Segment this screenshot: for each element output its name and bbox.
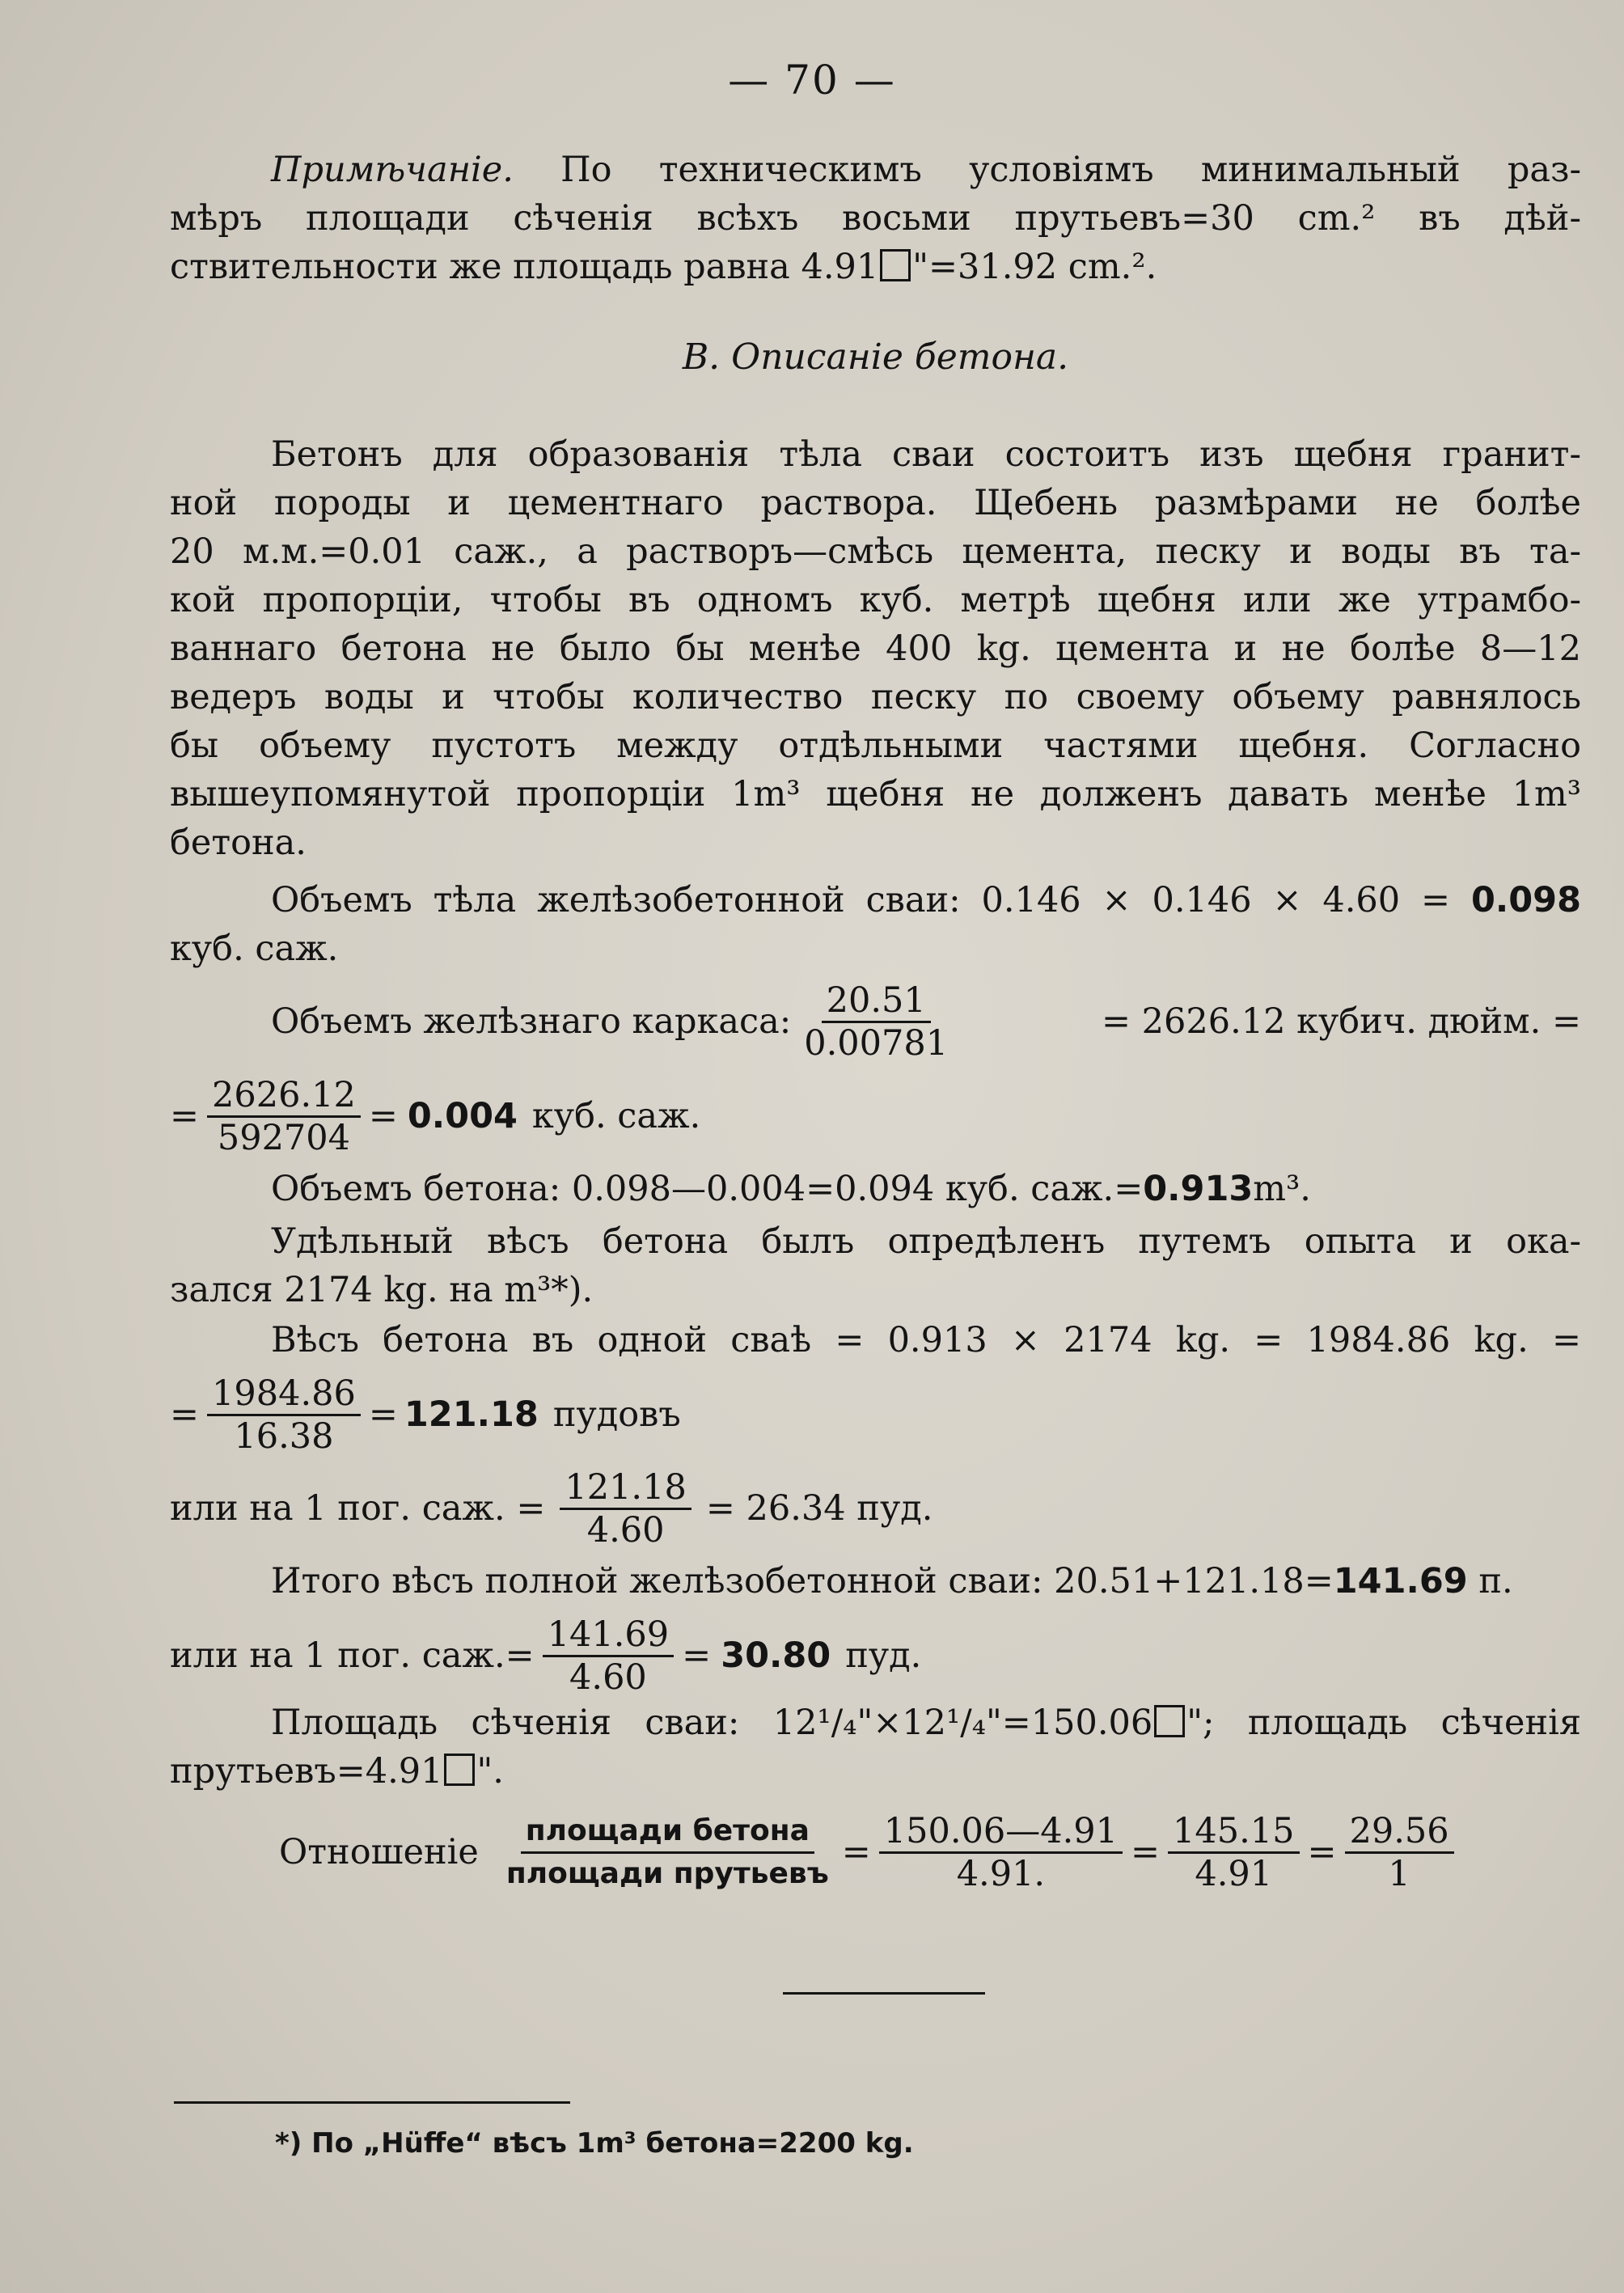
total-per-sazhen-unit: пуд. [845, 1635, 922, 1676]
pile-weight [170, 1316, 1581, 1364]
concrete-volume-result: 0.913 [1143, 1169, 1254, 1209]
per-sazhen-fraction [543, 1616, 674, 1696]
pile-weight-result: 121.18 [404, 1394, 539, 1435]
pile-weight-row-2 [170, 1373, 1581, 1457]
fraction-denominator: 4.60 [586, 1509, 665, 1551]
para1-last-line: бетона. [170, 823, 307, 863]
note-line-1 [170, 146, 1581, 194]
frame-volume-label: Объемъ желѣзнаго каркаса: [271, 1001, 792, 1042]
fraction-denominator: 4.91. [956, 1853, 1046, 1894]
total-weight-unit: п. [1478, 1561, 1513, 1601]
concrete-volume-unit: m³. [1253, 1169, 1311, 1209]
fraction-denominator: 4.91 [1195, 1853, 1273, 1894]
equals-sign: = [1307, 1832, 1337, 1872]
specific-weight-line-2: зался 2174 kg. на m³*). [170, 1270, 594, 1310]
equals-sign: = [368, 1394, 398, 1435]
pile-weight-line-1: Вѣсъ бетона въ одной сваѣ = 0.913 × 2174 kg. = 1984.86 kg. = [271, 1320, 1581, 1360]
areas-line-2-a: прутьевъ=4.91 [170, 1751, 443, 1792]
fraction-denominator: 1 [1388, 1853, 1410, 1894]
fraction-numerator: 141.69 [543, 1616, 674, 1657]
frame-volume-fraction-2 [207, 1074, 361, 1158]
section-separator [783, 1992, 985, 1995]
fraction-denominator: 16.38 [234, 1415, 334, 1457]
ratio-fraction-diff [1168, 1810, 1299, 1894]
areas-line-1-a: Площадь сѣченія сваи: 12¹/₄"×12¹/₄"=150.06 [271, 1703, 1153, 1743]
ratio-fraction-words [501, 1813, 834, 1893]
areas-line-1-b: "; площадь сѣченія [1186, 1703, 1581, 1743]
square-symbol-icon [444, 1754, 475, 1786]
areas-line-1-wrap [271, 1703, 1581, 1743]
per-sazhen-result: = 26.34 пуд. [705, 1488, 933, 1529]
total-weight-text: Итого вѣсъ полной желѣзобетонной сваи: 20.51+121.18= [271, 1561, 1334, 1601]
note-line-3-a: ствительности же площадь равна 4.91 [170, 247, 879, 287]
section-heading: B. Описаніе бетона. [682, 336, 1069, 378]
equals-sign: = [368, 1096, 398, 1136]
pile-volume-text: Объемъ тѣла желѣзобетонной сваи: 0.146 × 0.146 × 4.60 = [271, 880, 1471, 920]
total-weight-result: 141.69 [1333, 1561, 1468, 1601]
fraction-denominator: площади прутьевъ [505, 1856, 829, 1890]
concrete-description [170, 430, 1581, 867]
areas-line-2-b: ". [476, 1751, 504, 1792]
ratio-row [170, 1810, 1581, 1894]
fraction-numerator: 121.18 [560, 1469, 691, 1510]
pile-weight-unit: пудовъ [552, 1394, 681, 1435]
concrete-volume [170, 1165, 1581, 1213]
frame-volume-unit: куб. саж. [531, 1096, 701, 1136]
fraction-numerator: 29.56 [1345, 1813, 1454, 1854]
ratio-label: Отношеніе [279, 1832, 479, 1872]
para1-line: бы объему пустотъ между отдѣльными частями щебня. Согласно [170, 726, 1581, 766]
note-line-3-b: "=31.92 cm.². [912, 247, 1157, 287]
pile-volume [170, 876, 1581, 973]
concrete-volume-text: Объемъ бетона: 0.098—0.004=0.094 куб. саж.= [271, 1169, 1144, 1209]
footnote: *) По „Hüffe“ вѣсъ 1m³ бетона=2200 kg. [275, 2127, 914, 2160]
footnote-rule [174, 2101, 570, 2104]
pile-volume-result: 0.098 [1470, 880, 1581, 920]
fraction-numerator: 145.15 [1168, 1813, 1299, 1854]
fraction-numerator: площади бетона [521, 1813, 814, 1854]
areas-line-1 [170, 1699, 1581, 1747]
para1-line: вышеупомянутой пропорціи 1m³ щебня не долженъ давать менѣе 1m³ [170, 774, 1581, 814]
page-number: — 70 — [728, 57, 896, 104]
note-line-3 [170, 243, 1581, 291]
pile-volume-line [170, 876, 1581, 924]
areas-line-2 [170, 1747, 1581, 1796]
fraction-denominator: 4.60 [569, 1656, 647, 1698]
note-text-1: По техническимъ условіямъ минимальный раз- [513, 150, 1581, 190]
para1-line: ной породы и цементнаго раствора. Щебень размѣрами не болѣе [170, 483, 1581, 523]
weight-per-sazhen-row [170, 1466, 1581, 1551]
para1-line: кой пропорціи, чтобы въ одномъ куб. метрѣ щебня или же утрамбо- [170, 580, 1581, 620]
total-per-sazhen-row [170, 1614, 1581, 1698]
equals-sign: = [682, 1635, 712, 1676]
fraction-numerator: 150.06—4.91 [879, 1813, 1123, 1854]
para1-line: Бетонъ для образованія тѣла сваи состоитъ изъ щебня гранит- [271, 434, 1581, 475]
para1-line: 20 м.м.=0.01 саж., а растворъ—смѣсь цемента, песку и воды въ та- [170, 531, 1581, 572]
pile-volume-unit: куб. саж. [170, 929, 339, 969]
specific-weight [170, 1217, 1581, 1314]
per-sazhen-fraction [560, 1466, 691, 1551]
para1-line: ведеръ воды и чтобы количество песку по своему объему равнялось [170, 677, 1581, 717]
equals-sign: = [1131, 1832, 1161, 1872]
fraction-denominator: 0.00781 [804, 1022, 949, 1064]
per-sazhen-label: или на 1 пог. саж. = [170, 1488, 546, 1529]
ratio-fraction-values [879, 1810, 1123, 1894]
frame-volume-row [170, 979, 1581, 1064]
fraction-denominator: 592704 [217, 1117, 351, 1158]
total-per-sazhen-result: 30.80 [721, 1635, 831, 1676]
total-weight [170, 1557, 1581, 1606]
equals-sign: = [170, 1394, 200, 1435]
fraction-numerator: 20.51 [822, 982, 931, 1023]
note-line-2: мѣръ площади сѣченія всѣхъ восьми прутьевъ=30 cm.² въ дѣй- [170, 198, 1581, 239]
square-symbol-icon [1154, 1705, 1185, 1737]
ratio-fraction-result [1345, 1810, 1454, 1894]
frame-volume-row-2 [170, 1074, 1581, 1158]
equals-sign: = [841, 1832, 871, 1872]
fraction-numerator: 2626.12 [207, 1077, 361, 1118]
frame-volume-fraction [799, 979, 953, 1064]
note-paragraph [170, 146, 1581, 291]
frame-volume-equals: = 2626.12 кубич. дюйм. = [1101, 1001, 1581, 1042]
note-label: Примѣчаніе. [271, 150, 514, 190]
per-sazhen-label: или на 1 пог. саж.= [170, 1635, 535, 1676]
pile-weight-fraction [207, 1375, 361, 1455]
fraction-numerator: 1984.86 [207, 1375, 361, 1416]
square-symbol-icon [880, 249, 911, 281]
equals-sign: = [170, 1096, 200, 1136]
section-areas [170, 1699, 1581, 1796]
specific-weight-line-1: Удѣльный вѣсъ бетона былъ опредѣленъ путемъ опыта и ока- [271, 1221, 1581, 1262]
frame-volume-result: 0.004 [407, 1096, 518, 1136]
para1-line: ваннаго бетона не было бы менѣе 400 kg. цемента и не болѣе 8—12 [170, 628, 1581, 669]
